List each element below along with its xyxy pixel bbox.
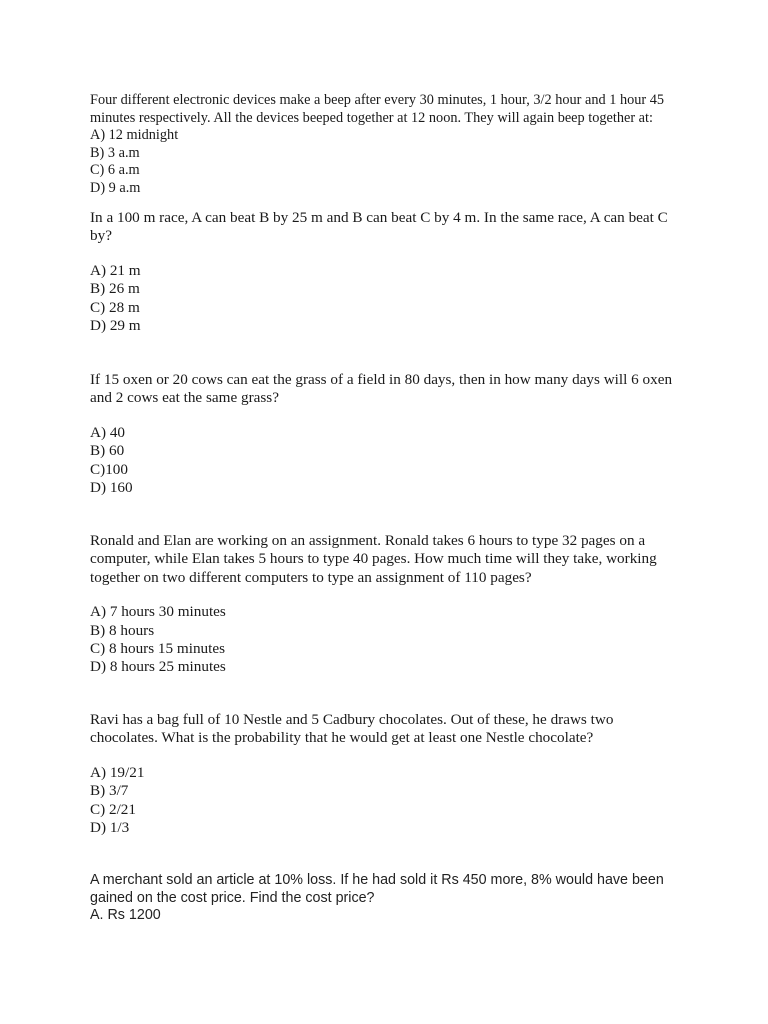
question-5-stem: Ravi has a bag full of 10 Nestle and 5 Cadbury chocolates. Out of these, he draws two chocolates. What is the probability that he would get at least one Nestle chocolate?	[90, 711, 614, 747]
option-c: C)100	[90, 460, 128, 478]
option-a: A) 7 hours 30 minutes	[90, 603, 226, 621]
option-c: C) 8 hours 15 minutes	[90, 640, 225, 658]
option-d: D) 29 m	[90, 317, 141, 335]
question-6	[90, 872, 680, 925]
option-d: D) 160	[90, 479, 133, 497]
option-d: D) 1/3	[90, 819, 130, 837]
option-b: B) 3/7	[90, 782, 129, 800]
option-d: D) 8 hours 25 minutes	[90, 658, 226, 676]
option-a: A) 12 midnight	[90, 127, 179, 144]
option-b: B) 3 a.m	[90, 144, 140, 161]
question-3	[90, 371, 680, 497]
question-3-options	[90, 424, 680, 498]
option-a: A) 21 m	[90, 261, 141, 279]
question-4-options	[90, 603, 680, 677]
option-b: B) 8 hours	[90, 621, 155, 639]
option-a: A) 40	[90, 423, 126, 441]
question-6-options	[90, 907, 680, 925]
option-a: A) 19/21	[90, 763, 145, 781]
option-c: C) 28 m	[90, 298, 140, 316]
option-b: B) 60	[90, 442, 125, 460]
question-3-stem: If 15 oxen or 20 cows can eat the grass of a field in 80 days, then in how many days will 6 oxen and 2 cows eat the same grass?	[90, 371, 673, 407]
option-a: A. Rs 1200	[90, 907, 161, 924]
option-d: D) 9 a.m	[90, 179, 141, 196]
question-1	[90, 92, 680, 198]
question-2-options	[90, 262, 680, 336]
option-b: B) 26 m	[90, 280, 140, 298]
question-4-stem: Ronald and Elan are working on an assignment. Ronald takes 6 hours to type 32 pages on a computer, while Elan takes 5 hours to type 40 pages. How much time will they take, working together on two different computers to type an assignment of 110 pages?	[90, 532, 657, 586]
question-1-options	[90, 127, 680, 197]
option-c: C) 6 a.m	[90, 162, 140, 179]
question-5-options	[90, 764, 680, 838]
question-5	[90, 711, 680, 837]
option-c: C) 2/21	[90, 800, 136, 818]
question-1-stem: Four different electronic devices make a beep after every 30 minutes, 1 hour, 3/2 hour and 1 hour 45 minutes respectively. All the devices beeped together at 12 noon. They will again beep together at:	[90, 92, 665, 126]
question-6-stem: A merchant sold an article at 10% loss. If he had sold it Rs 450 more, 8% would have been gained on the cost price. Find the cost price?	[90, 872, 664, 906]
question-2-stem: In a 100 m race, A can beat B by 25 m and B can beat C by 4 m. In the same race, A can beat C by?	[90, 209, 668, 245]
question-4	[90, 532, 680, 677]
question-2	[90, 209, 680, 335]
